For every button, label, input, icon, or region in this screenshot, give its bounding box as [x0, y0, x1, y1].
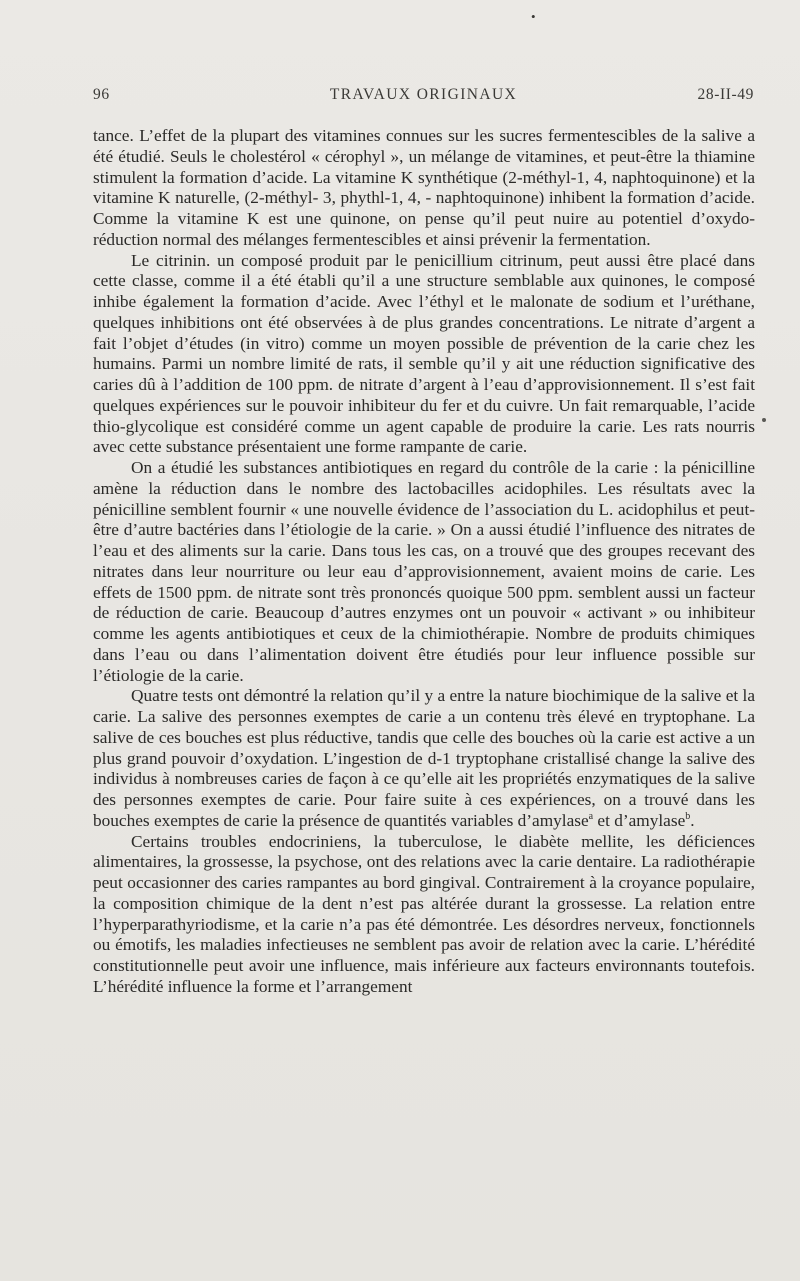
article-body — [93, 126, 755, 998]
paragraph — [93, 686, 755, 831]
issue-date: 28-II-49 — [697, 86, 754, 103]
scan-mark: • — [531, 9, 536, 24]
paragraph-text-end: . — [690, 810, 695, 830]
running-head — [93, 86, 754, 108]
paragraph-text-mid: et d’amylase — [593, 810, 686, 830]
paragraph: On a étudié les substances antibiotiques en regard du contrôle de la carie : la pénicilline amène la réduction dans le nombre des lactobacilles acidophiles. Les résultats avec la pénicilline semblent fournir « une nouvelle évidence de l’association du L. acidophilus et peut-être d’autre bactéries dans l’étiologie de la carie. » On a aussi étudié l’influence des nitrates de l’eau et des aliments sur la carie. Dans tous les cas, on a trouvé que des groupes recevant des nitrates dans leur nourriture ou leur eau d’approvisionnement, avaient moins de carie. Les effets de 1500 ppm. de nitrate sont très prononcés quoique 500 ppm. semblent aussi un facteur de réduction de carie. Beaucoup d’autres enzymes ont un pouvoir « activant » ou inhibiteur comme les agents antibiotiques et ceux de la chimiothérapie. Nombre de produits chimiques dans l’eau ou dans l’alimentation doivent être étudiés pour leur influence possible sur l’étiologie de la carie. — [93, 458, 755, 685]
paragraph: Le citrinin. un composé produit par le penicillium citrinum, peut aussi être placé dans cette classe, comme il a été établi qu’il a une structure semblable aux quinones, le composé inhibe également la formation d’acide. Avec l’éthyl et le malonate de sodium et l’uréthane, quelques inhibitions ont été observées à de plus grandes concentrations. Le nitrate d’argent a fait l’objet d’études (in vitro) comme un moyen possible de prévention de la carie chez les humains. Parmi un nombre limité de rats, il semble qu’il y ait une réduction significative des caries dû à l’addition de 100 ppm. de nitrate d’argent à l’eau d’approvisionnement. Il s’est fait quelques expériences sur le pouvoir inhibiteur du fer et du cuivre. Un fait remarquable, l’acide thio-glycolique est considéré comme un agent capable de produire la carie. Les rats nourris avec cette substance présentaient une forme rampante de carie. — [93, 250, 755, 457]
journal-title: TRAVAUX ORIGINAUX — [329, 86, 518, 103]
page-number: 96 — [93, 86, 110, 103]
paragraph: tance. L’effet de la plupart des vitamines connues sur les sucres fermentescibles de la salive a été étudié. Seuls le cholestérol « cérophyl », un mélange de vitamines, et peut-être la thiamine stimulent la formation d’acide. La vitamine K synthétique (2-méthyl-1, 4, naphtoquinone) et la vitamine K naturelle, (2-méthyl- 3, phythl-1, 4, - naphtoquinone) inhibent la formation d’acide. Comme la vitamine K est une quinone, on pense qu’il peut nuire au potentiel d’oxydo-réduction normal des mélanges fermentescibles et ainsi prévenir la fermentation. — [93, 126, 755, 249]
paragraph: Certains troubles endocriniens, la tuberculose, le diabète mellite, les déficiences alimentaires, la grossesse, la psychose, ont des relations avec la carie dentaire. La radiothérapie peut occasionner des caries rampantes au bord gingival. Contrairement à la croyance populaire, la composition chimique de la dent n’est pas altérée durant la grossesse. La relation entre l’hyperparathyriodisme, et la carie n’a pas été démontrée. Les désordres nerveux, fonctionnels ou émotifs, les maladies infectieuses ne semblent pas avoir de relation avec la carie. L’hérédité constitutionnelle peut avoir une influence, mais inférieure aux facteurs environnants toutefois. L’hérédité influence la forme et l’arrangement — [93, 831, 755, 996]
margin-dot — [762, 418, 766, 422]
superscript-b: b — [685, 810, 691, 822]
paragraph-text: Quatre tests ont démontré la relation qu’il y a entre la nature biochimique de la salive et la carie. La salive des personnes exemptes de carie a un contenu très élevé en tryptophane. La salive de ces bouches est plus réductive, tandis que celle des bouches où la carie est active a un plus grand pouvoir d’oxydation. L’ingestion de d-1 tryptophane cristallisé change la salive des individus à nombreuses caries de façon à ce qu’elle ait les propriétés enzymatiques de la salive des personnes exemptes de carie. Pour faire suite à ces expériences, on a trouvé dans les bouches exemptes de carie la présence de quantités variables d’amylase — [93, 686, 755, 830]
superscript-a: a — [588, 810, 594, 822]
